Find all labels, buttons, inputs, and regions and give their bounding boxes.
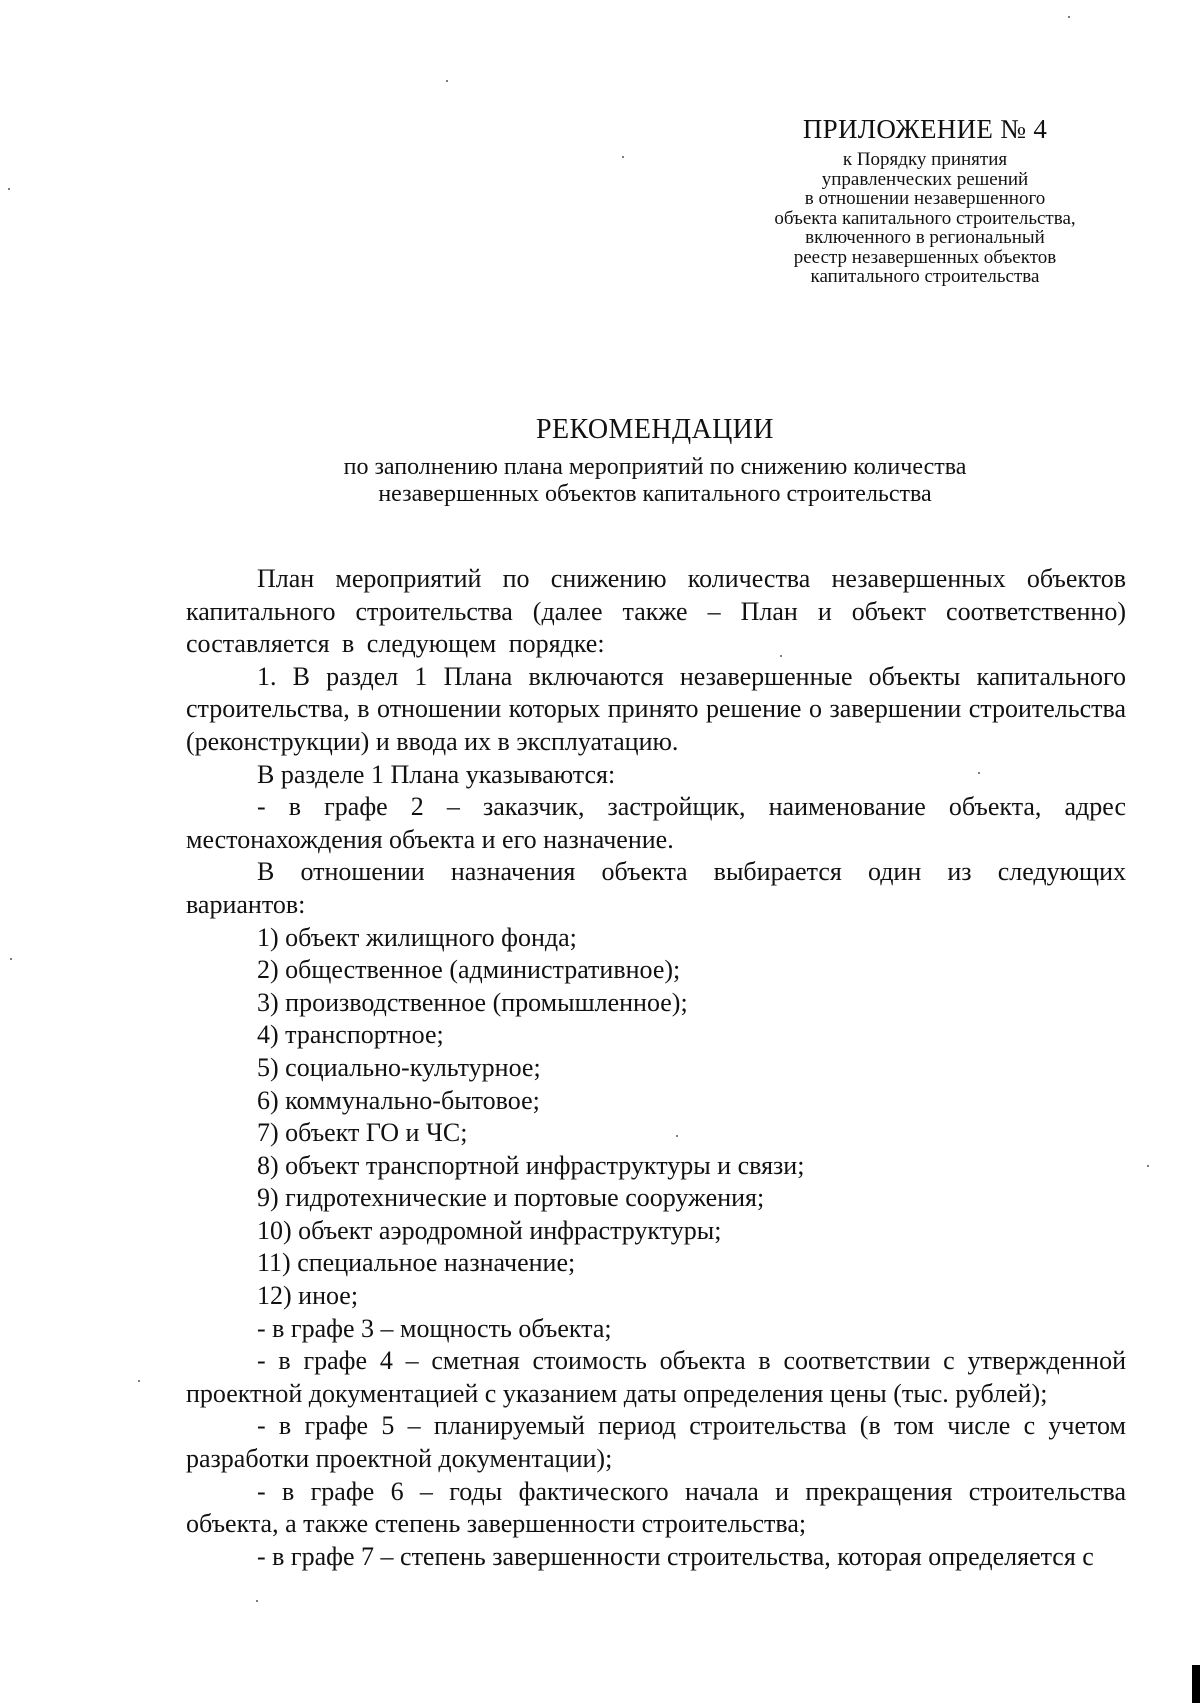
document-subtitle — [150, 454, 1160, 508]
column-2-paragraph: - в графе 2 – заказчик, застройщик, наименование объекта, адрес местонахождения объекта и его назначение. — [186, 792, 1126, 854]
scan-speck — [780, 655, 782, 657]
appendix-header — [700, 112, 1150, 287]
list-item: 1) объект жилищного фонда; — [257, 922, 577, 952]
scan-speck — [446, 80, 448, 82]
scan-speck — [1147, 1165, 1149, 1167]
column-3-line: - в графе 3 – мощность объекта; — [257, 1313, 612, 1343]
column-6-paragraph: - в графе 6 – годы фактического начала и прекращения строительства объекта, а также степень завершенности строительства; — [186, 1476, 1126, 1539]
list-item: 5) социально-культурное; — [257, 1052, 541, 1082]
list-item: 2) общественное (административное); — [257, 955, 681, 985]
list-item: 4) транспортное; — [257, 1020, 444, 1050]
appendix-title: ПРИЛОЖЕНИЕ № 4 — [802, 114, 1048, 144]
appendix-line: включенного в региональный — [805, 227, 1045, 248]
purpose-intro-paragraph: В отношении назначения объекта выбирается один из следующих вариантов: — [186, 857, 1126, 919]
list-item: 8) объект транспортной инфраструктуры и связи; — [257, 1150, 805, 1180]
list-item: 12) иное; — [257, 1281, 359, 1311]
appendix-line: объекта капитального строительства, — [774, 207, 1076, 229]
appendix-line: в отношении незавершенного — [804, 188, 1046, 209]
column-7-line: - в графе 7 – степень завершенности строительства, которая определяется с — [257, 1541, 1094, 1571]
appendix-line: капитального строительства — [810, 266, 1040, 287]
purpose-options-list — [186, 922, 1126, 1313]
list-item: 7) объект ГО и ЧС; — [257, 1118, 468, 1148]
scan-speck — [676, 1135, 678, 1137]
appendix-subtitle — [700, 150, 1150, 287]
column-5-paragraph: - в графе 5 – планируемый период строительства (в том числе с учетом разработки проектной документации); — [186, 1411, 1126, 1474]
list-item: 6) коммунально-бытовое; — [257, 1085, 540, 1115]
scan-speck — [622, 156, 624, 158]
document-title: РЕКОМЕНДАЦИИ — [536, 414, 774, 445]
section-1-intro: В разделе 1 Плана указываются: — [257, 759, 616, 789]
document-body — [186, 563, 1126, 1573]
subtitle-line: незавершенных объектов капитального строительства — [378, 481, 932, 507]
appendix-line: управленческих решений — [821, 168, 1029, 190]
appendix-line: к Порядку принятия — [842, 149, 1008, 170]
scan-speck — [1068, 16, 1070, 18]
subtitle-line: по заполнению плана мероприятий по снижению количества — [343, 454, 967, 480]
list-item: 3) производственное (промышленное); — [257, 987, 688, 1017]
list-item: 11) специальное назначение; — [257, 1248, 576, 1278]
appendix-line: реестр незавершенных объектов — [793, 246, 1057, 268]
scan-edge-mark — [1192, 1665, 1200, 1703]
list-item: 9) гидротехнические и портовые сооружения; — [257, 1183, 765, 1213]
column-4-paragraph: - в графе 4 – сметная стоимость объекта в соответствии с утвержденной проектной документацией с указанием даты определения цены (тыс. рублей); — [186, 1346, 1126, 1408]
list-item: 10) объект аэродромной инфраструктуры; — [257, 1215, 722, 1245]
intro-paragraph: План мероприятий по снижению количества незавершенных объектов капитального строительства (далее также – План и объект соответственно) составляется в следующем порядке: — [186, 564, 1126, 659]
scan-speck — [978, 772, 980, 774]
scan-speck — [8, 188, 10, 190]
document-heading — [150, 412, 1160, 508]
item-1-paragraph: 1. В раздел 1 Плана включаются незавершенные объекты капитального строительства, в отношении которых принято решение о завершении строительства (реконструкции) и ввода их в эксплуатацию. — [186, 661, 1126, 756]
scan-speck — [138, 1380, 140, 1382]
scan-speck — [256, 1600, 258, 1602]
scan-speck — [10, 958, 12, 960]
